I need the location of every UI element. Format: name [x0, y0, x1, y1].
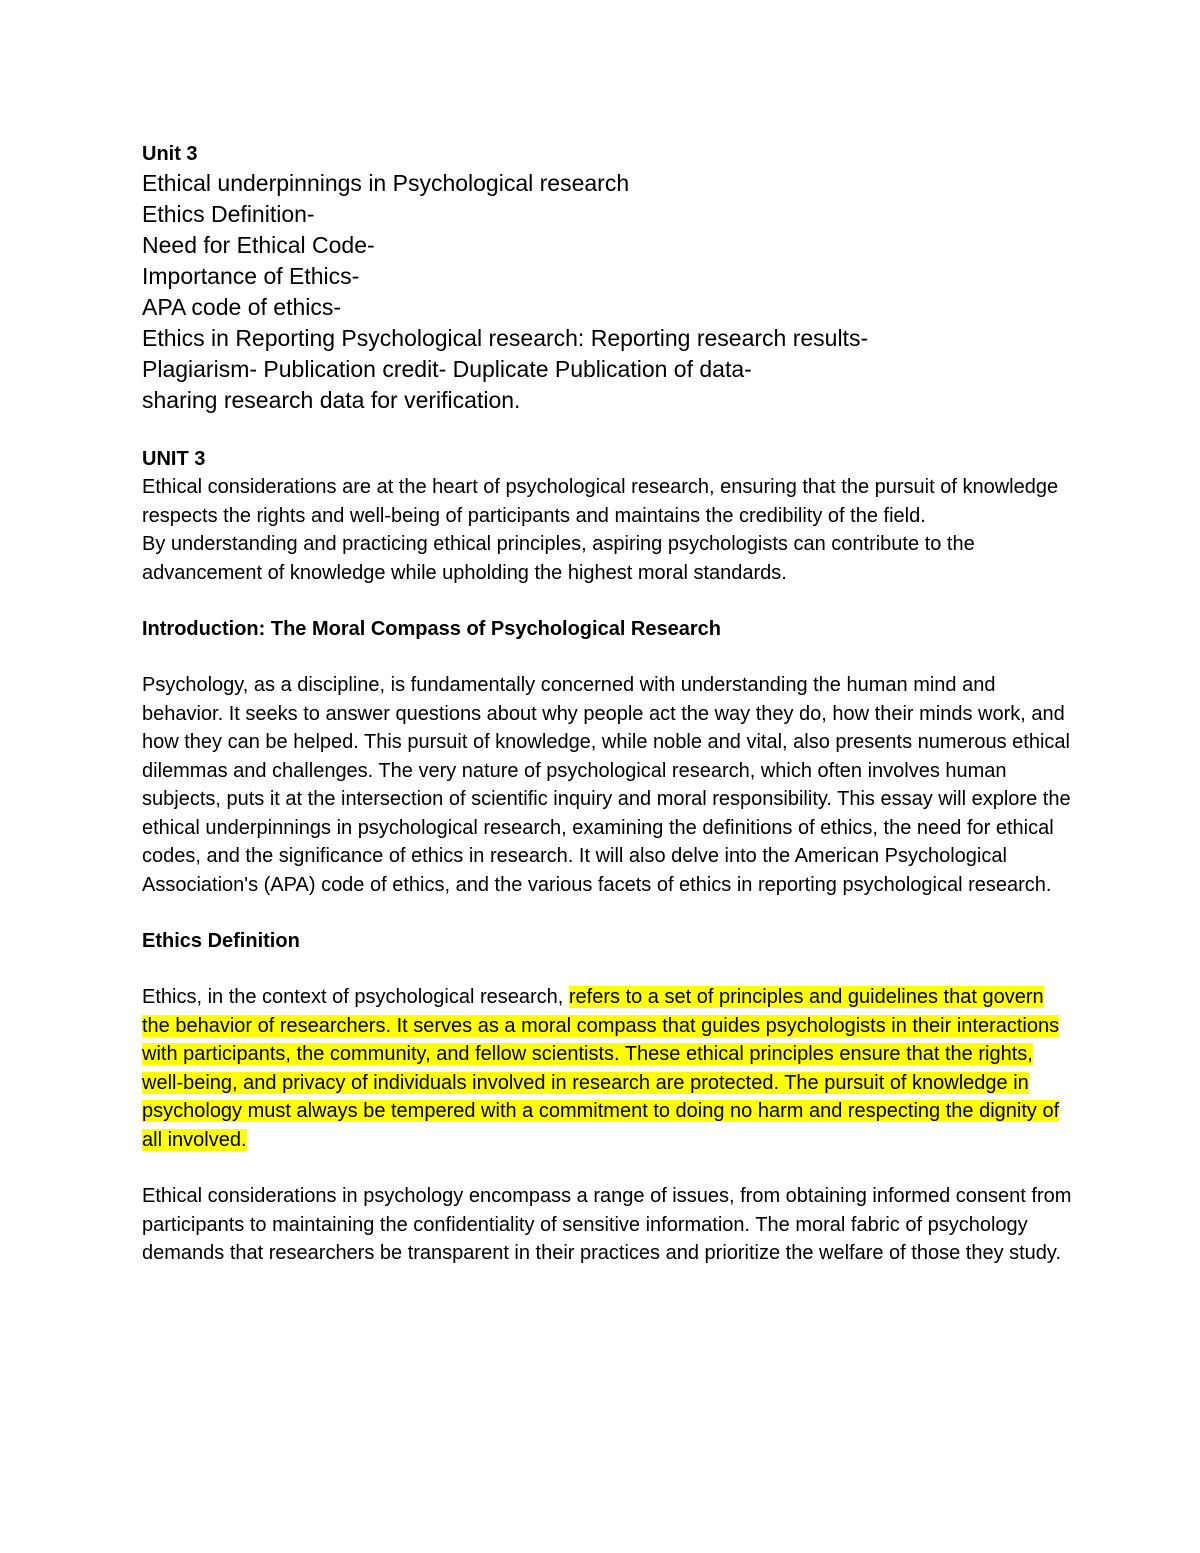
toc-line: Ethics in Reporting Psychological research: Reporting research results-: [142, 325, 869, 351]
highlighted-text: refers to a set of principles and guidelines that govern the behavior of researchers. It serves as a moral compass that guides psychologists in their interactions with participants, the community, and fellow scientists. These ethical principles ensure that the rights, well-being, and privacy of individuals involved in research are protected. The pursuit of knowledge in psychology must always be tempered with a commitment to doing no harm and respecting the dignity of all involved.: [142, 986, 1060, 1151]
document-body: [142, 140, 1072, 1268]
overview-paragraph: By understanding and practicing ethical principles, aspiring psychologists can contribute to the advancement of knowledge while upholding the highest moral standards.: [142, 533, 975, 584]
overview-paragraph: Ethical considerations are at the heart of psychological research, ensuring that the pursuit of knowledge respects the rights and well-being of participants and maintains the credibility of the field.: [142, 476, 1059, 527]
toc-line: Plagiarism- Publication credit- Duplicate Publication of data-: [142, 356, 752, 382]
unit-label: Unit 3: [142, 143, 198, 165]
toc-line: Importance of Ethics-: [142, 263, 360, 289]
toc-line: Ethical underpinnings in Psychological research: [142, 170, 630, 196]
ethics-definition-heading: Ethics Definition: [142, 930, 300, 952]
introduction-paragraph: Psychology, as a discipline, is fundamentally concerned with understanding the human mind and behavior. It seeks to answer questions about why people act the way they do, how their minds work, and how they can be helped. This pursuit of knowledge, while noble and vital, also presents numerous ethical dilemmas and challenges. The very nature of psychological research, which often involves human subjects, puts it at the intersection of scientific inquiry and moral responsibility. This essay will explore the ethical underpinnings in psychological research, examining the definitions of ethics, the need for ethical codes, and the significance of ethics in research. It will also delve into the American Psychological Association's (APA) code of ethics, and the various facets of ethics in reporting psychological research.: [142, 674, 1071, 896]
ethics-considerations-paragraph: Ethical considerations in psychology encompass a range of issues, from obtaining informed consent from participants to maintaining the confidentiality of sensitive information. The moral fabric of psychology demands that researchers be transparent in their practices and prioritize the welfare of those they study.: [142, 1185, 1072, 1264]
ethics-definition-paragraph: [142, 983, 1072, 1154]
plain-text: Ethics, in the context of psychological research,: [142, 986, 569, 1008]
introduction-heading: Introduction: The Moral Compass of Psychological Research: [142, 618, 721, 640]
toc-line: APA code of ethics-: [142, 294, 342, 320]
toc-line: Ethics Definition-: [142, 201, 315, 227]
toc-line: sharing research data for verification.: [142, 387, 521, 413]
table-of-contents: [142, 168, 1072, 416]
toc-line: Need for Ethical Code-: [142, 232, 375, 258]
unit-heading: UNIT 3: [142, 448, 206, 470]
